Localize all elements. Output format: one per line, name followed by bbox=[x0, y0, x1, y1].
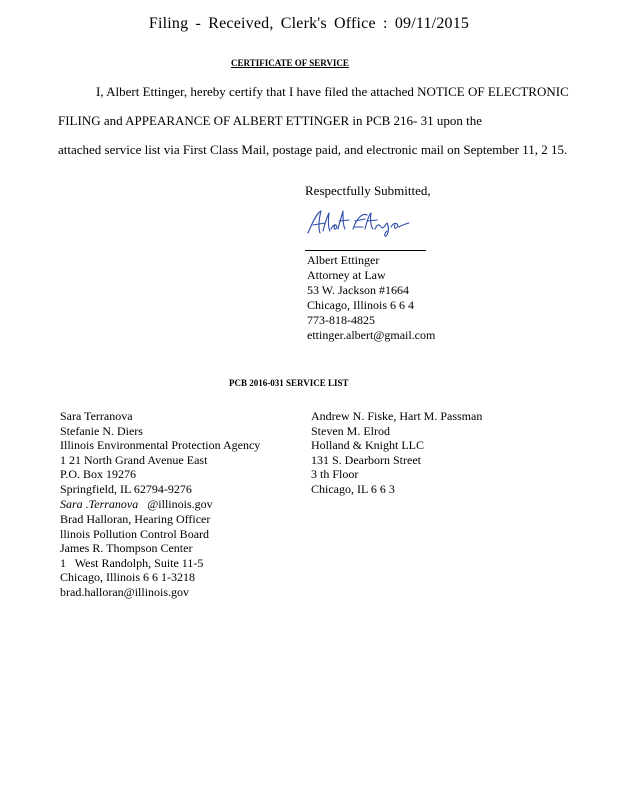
recipient-line: Chicago, Illinois 6 6 1-3218 bbox=[60, 570, 195, 585]
service-recipient-holland-knight bbox=[311, 409, 482, 497]
recipient-line: P.O. Box 19276 bbox=[60, 467, 137, 482]
recipient-line: Sara Terranova bbox=[60, 409, 133, 423]
recipient-line: James R. Thompson Center bbox=[60, 541, 193, 556]
signer-address-line-1: 53 W. Jackson #1664 bbox=[307, 283, 409, 297]
recipient-line: llinois Pollution Control Board bbox=[60, 526, 210, 541]
certificate-line-3: attached service list via First Class Mail, postage paid, and electronic mail on September 11, 2 15. bbox=[58, 142, 568, 157]
certificate-title: CERTIFICATE OF SERVICE bbox=[231, 58, 349, 68]
recipient-line: 3 th Floor bbox=[311, 467, 359, 482]
signature-line bbox=[305, 250, 426, 251]
closing-text: Respectfully Submitted, bbox=[305, 183, 431, 198]
recipient-line: Chicago, IL 6 6 3 bbox=[311, 481, 395, 496]
recipient-line: Holland & Knight LLC bbox=[311, 438, 424, 453]
recipient-line: Illinois Environmental Protection Agency bbox=[60, 438, 261, 453]
recipient-line: 1 21 North Grand Avenue East bbox=[60, 452, 208, 467]
recipient-line: Andrew N. Fiske, Hart M. Passman bbox=[311, 409, 483, 423]
filing-stamp: Filing - Received, Clerk's Office : 09/11/2015 bbox=[148, 15, 470, 32]
recipient-email bbox=[60, 497, 260, 512]
service-recipient-iepa bbox=[60, 409, 260, 511]
signer-email: ettinger.albert@gmail.com bbox=[307, 328, 436, 342]
service-recipient-hearing-officer bbox=[60, 512, 210, 600]
recipient-line: Stefanie N. Diers bbox=[60, 423, 143, 438]
signer-phone: 773-818-4825 bbox=[307, 313, 375, 327]
signature-block bbox=[307, 253, 435, 343]
signer-title: Attorney at Law bbox=[307, 268, 386, 282]
service-list-title: PCB 2016-031 SERVICE LIST bbox=[229, 378, 349, 388]
recipient-line: 131 S. Dearborn Street bbox=[311, 452, 421, 467]
recipient-line: Steven M. Elrod bbox=[311, 423, 390, 438]
recipient-line: Brad Halloran, Hearing Officer bbox=[60, 512, 211, 526]
signer-address-line-2: Chicago, Illinois 6 6 4 bbox=[307, 298, 414, 312]
certificate-line-2: FILING and APPEARANCE OF ALBERT ETTINGER in PCB 216- 31 upon the bbox=[58, 113, 483, 128]
recipient-email: brad.halloran@illinois.gov bbox=[60, 584, 190, 599]
signer-name: Albert Ettinger bbox=[307, 253, 380, 267]
recipient-line: 1 West Randolph, Suite 11-5 bbox=[60, 555, 204, 570]
recipient-line: Springfield, IL 62794-9276 bbox=[60, 481, 192, 496]
handwritten-signature bbox=[305, 207, 415, 239]
recipient-email-local: Sara .Terranova bbox=[60, 496, 139, 511]
certificate-line-1: I, Albert Ettinger, hereby certify that I have filed the attached NOTICE OF ELECTRONIC bbox=[96, 84, 569, 99]
recipient-email-domain: @illinois.gov bbox=[147, 496, 213, 511]
